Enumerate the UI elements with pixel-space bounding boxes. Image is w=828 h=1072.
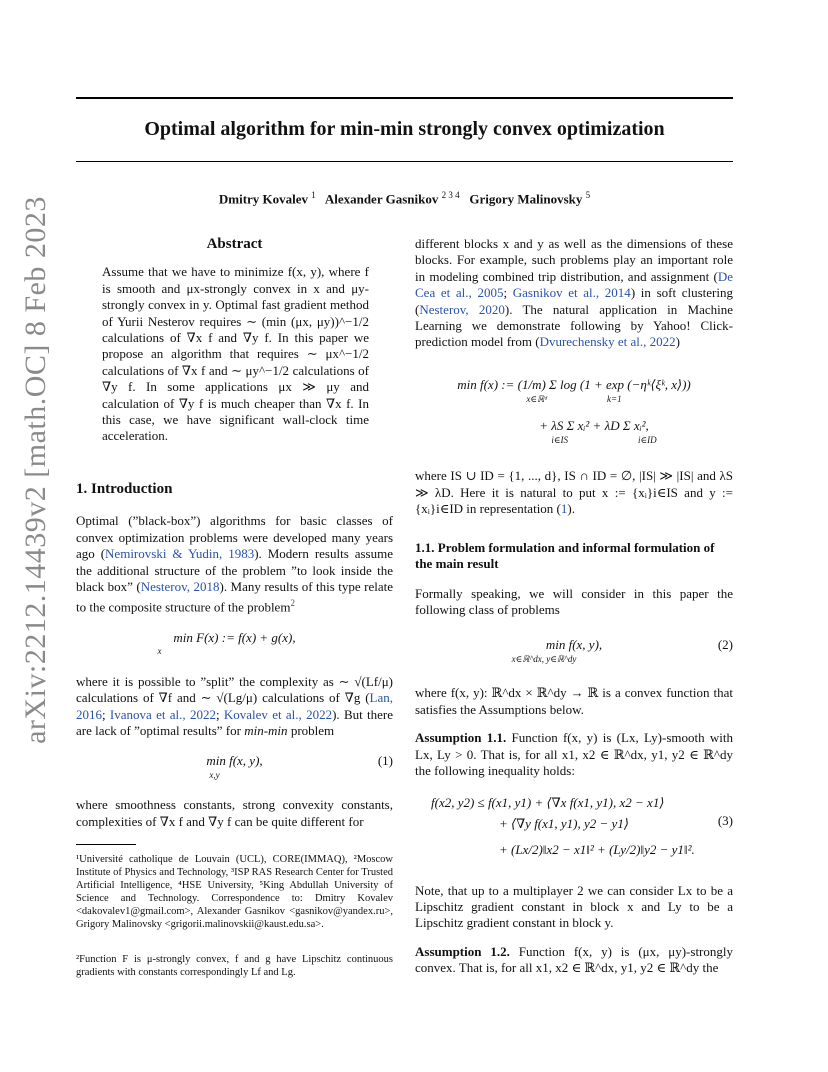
citation-link[interactable]: De Cea et al., 2005	[415, 268, 733, 301]
author-affil: 2 3 4	[441, 190, 460, 200]
intro-paragraph: where smoothness constants, strong convexity constants, complexities of ∇x f and ∇y f can be quite different for	[76, 797, 393, 829]
citation-link[interactable]: Kovalev et al., 2022	[223, 706, 333, 722]
section-heading: 1. Introduction	[76, 480, 173, 497]
citation-link[interactable]: Ivanova et al., 2022	[109, 706, 216, 722]
equation-composite: min F(x) := f(x) + g(x), x	[157, 630, 296, 657]
body-paragraph: where f(x, y): ℝ^dx × ℝ^dy → ℝ is a convex function that satisfies the Assumptions below.	[415, 685, 733, 717]
equation-1: min f(x, y), x,y (1)	[206, 753, 393, 780]
right-column	[415, 236, 733, 977]
citation-link[interactable]: Nesterov, 2020	[419, 301, 505, 317]
author-name: Dmitry Kovalev	[218, 191, 309, 207]
citation-link[interactable]: Nesterov, 2018	[140, 578, 220, 594]
abstract-text: Assume that we have to minimize f(x, y), where f is smooth and μx-strongly convex in x and μy-strongly convex in y. Optimal fast gradient method of Yurii Nesterov requires ∼ (min (μx, μy))^−1/2 calculations of ∇x f and ∇y f. In this paper we propose an algorithm that requires ∼ μx^−1/2 calculations of ∇x f and ∼ μy^−1/2 calculations of ∇y f. In some applications μx ≫ μy and calculation of ∇y f is much cheaper than ∇x f. In this case, we have significant wall-clock time acceleration.	[102, 264, 369, 444]
abstract-heading: Abstract	[206, 236, 263, 252]
intro-paragraph: where it is possible to ”split” the complexity as ∼ √(Lf/μ) calculations of ∇f and ∼ √(Lg/μ) calculations of ∇g (Lan, 2016; Ivanova et al., 2022; Kovalev et al., 2022). But there are lack of ”optimal results” for min-min problem	[76, 673, 394, 739]
citation-link[interactable]: Gasnikov et al., 2014	[512, 285, 631, 301]
equation-number: (2)	[717, 636, 733, 652]
title-rule	[76, 161, 733, 162]
paper-title: Optimal algorithm for min-min strongly convex optimization	[144, 118, 665, 140]
body-paragraph: where IS ∪ ID = {1, ..., d}, IS ∩ ID = ∅, |IS| ≫ |IS| and λS ≫ λD. Here it is natural to put x := {xᵢ}i∈IS and y := {xᵢ}i∈ID in representation (1).	[415, 468, 733, 517]
affiliation-footnote: ¹Université catholique de Louvain (UCL), CORE(IMMAQ), ²Moscow Institute of Physics and Technology, ³ISP RAS Research Center for Trusted Artificial Intelligence, ⁴HSE University, ⁵King Abdullah University of Science and Technology. Correspondence to: Dmitry Kovalev <dakovalev1@gmail.com>, Alexander Gasnikov <gasnikov@yandex.ru>, Grigory Malinovsky <grigorii.malinovskii@kaust.edu.sa>.	[76, 854, 393, 931]
subsection-heading: 1.1. Problem formulation and informal formulation of the main result	[415, 539, 715, 571]
body-paragraph: different blocks x and y as well as the dimensions of these blocks. For example, such problems play an important role in modeling combined trip distribution, and assignment (De Cea et al., 2005; Gasnikov et al., 2014) in soft clustering (Nesterov, 2020). The natural application in Machine Learning we demonstrate following by Yahoo! Click-prediction model from (Dvurechensky et al., 2022)	[415, 236, 733, 350]
footnote-ref[interactable]: 2	[290, 598, 295, 609]
author-affil: 1	[311, 190, 316, 200]
equation-3: f(x2, y2) ≤ f(x1, y1) + ⟨∇x f(x1, y1), x2 − x1⟩ + ⟨∇y f(x1, y1), y2 − y1⟩ + (Lx/2)‖x2 − x1‖² + (Ly/2)‖y2 − y1‖². (3)	[431, 795, 733, 858]
citation-link[interactable]: Nemirovski & Yudin, 1983	[105, 546, 255, 562]
assumption-1-2: Assumption 1.2. Function f(x, y) is (μx, μy)-strongly convex. That is, for all x1, x2 ∈ ℝ^dx, y1, y2 ∈ ℝ^dy the	[415, 943, 734, 976]
arxiv-stamp-text: arXiv:2212.14439v2 [math.OC] 8 Feb 2023	[19, 196, 52, 744]
equation-number: (3)	[717, 813, 733, 829]
body-paragraph: Note, that up to a multiplayer 2 we can consider Lx to be a Lipschitz gradient constant in block x and Ly to be a Lipschitz gradient constant in block y.	[415, 882, 733, 931]
equation-ref[interactable]: 1	[560, 501, 568, 517]
author-list	[76, 190, 733, 207]
author-name: Grigory Malinovsky	[469, 191, 583, 207]
author-name: Alexander Gasnikov	[324, 191, 439, 207]
arxiv-stamp	[8, 196, 64, 744]
citation-link[interactable]: Lan, 2016	[76, 690, 393, 722]
author-affil: 5	[585, 190, 591, 200]
body-paragraph: Formally speaking, we will consider in this paper the following class of problems	[415, 585, 733, 618]
top-rule	[76, 97, 733, 99]
equation-2: min f(x, y), x∈ℝ^dx, y∈ℝ^dy (2)	[511, 636, 733, 664]
equation-logistic: min f(x) := (1/m) Σ log (1 + exp (−ηᵏ⟨ξᵏ, x⟩)) x∈ℝᵈ k=1 + λS Σ xᵢ² + λD Σ xᵢ², i∈IS i∈ID	[457, 376, 691, 446]
footnote-2: ²Function F is μ-strongly convex, f and g have Lipschitz continuous gradients with constants correspondingly Lf and Lg.	[76, 954, 393, 979]
citation-link[interactable]: Dvurechensky et al., 2022	[539, 334, 676, 350]
assumption-1-1: Assumption 1.1. Function f(x, y) is (Lx, Ly)-smooth with Lx, Ly > 0. That is, for all x1, x2 ∈ ℝ^dx, y1, y2 ∈ ℝ^dy the following inequality holds:	[415, 730, 733, 778]
equation-number: (1)	[377, 753, 393, 769]
left-column	[76, 236, 393, 979]
footnote-divider	[76, 844, 136, 845]
intro-paragraph: Optimal (”black-box”) algorithms for basic classes of convex optimization problems were developed many years ago (Nemirovski & Yudin, 1983). Modern results assume the additional structure of the problem ”to look inside the black box” (Nesterov, 2018). Many results of this type relate to the composite structure of the problem$^2$	[76, 513, 393, 615]
